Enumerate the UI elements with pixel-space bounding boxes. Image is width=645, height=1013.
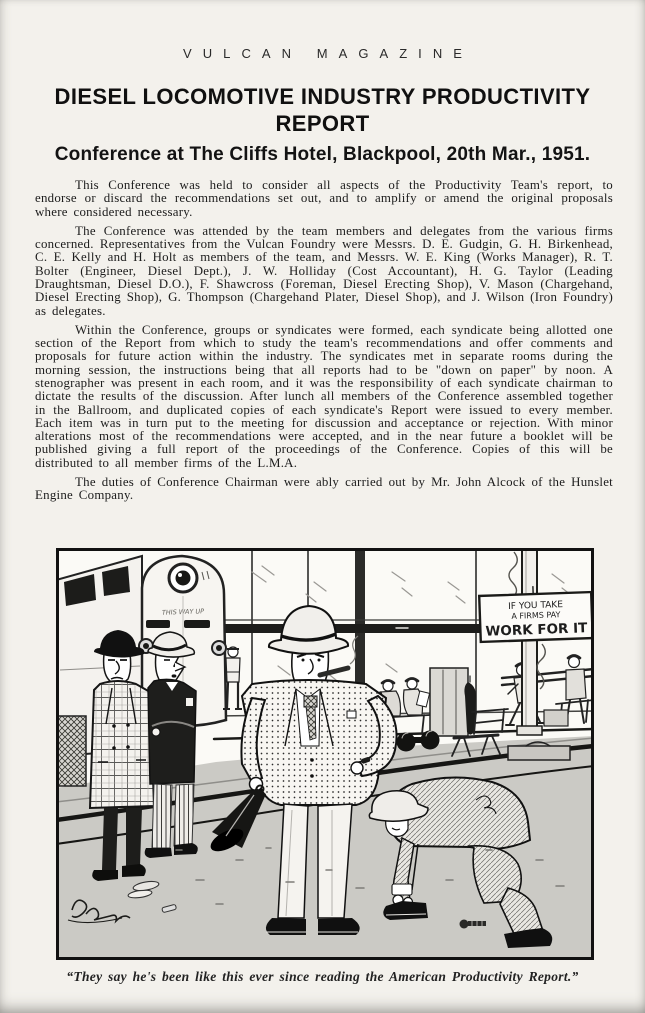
sign-line3: WORK FOR IT xyxy=(485,620,588,640)
masthead: VULCAN MAGAZINE xyxy=(183,46,474,61)
article-title xyxy=(0,84,645,138)
paragraph-1: This Conference was held to consider all aspects of the Productivity Team's report, to endorse or discard the recommendations set out, and to amplify or amend the original proposals where considered necessary. xyxy=(35,179,613,219)
paragraph-3: Within the Conference, groups or syndicates were formed, each syndicate being allotted one section of the Report from which to study the team's recommendations and offer comments and proposals for future action within the industry. The syndicates met in separate rooms during the morning session, the instructions being that all reports had to be "down on paper" by noon. A stenographer was present in each room, and it was the responsibility of each syndicate chairman to dictate the results of the discussion. After lunch all members of the Conference assembled together in the Ballroom, and duplicated copies of each syndicate's Report were issued to every member. Each item was in turn put to the meeting for discussion and acceptance or rejection. With minor alterations most of the recommendations were accepted, and in the near future a booklet will be published giving a full report of the proceedings of the Conference. Copies of this will be distributed to all member firms of the L.M.A. xyxy=(35,322,613,470)
cartoon-illustration xyxy=(56,548,594,960)
checked-tie xyxy=(304,696,317,707)
locker xyxy=(430,668,468,736)
article-title-line2: REPORT xyxy=(275,110,370,136)
paragraph-2: The Conference was attended by the team members and delegates from the various firms concerned. Representatives from the Vulcan Foundry were Messrs. D. E. Gudgin, G. H. Birkenhead, C. E. Kelly and H. Holt as members of the team, and Messrs. W. E. King (Works Manager), R. T. Bolter (Engineer, Diesel Dept.), J. W. Holliday (Cost Accountant), H. G. Taylor (Leading Draughtsman, Diesel D.O.), F. Shawcross (Foreman, Diesel Erecting Shop), V. Mason (Chargehand, Diesel Erecting Shop), G. Thompson (Chargehand Plater, Diesel Shop), and J. Wilson (Iron Foundry) as delegates. xyxy=(35,223,613,318)
sign-line2: A FIRMS PAY xyxy=(511,610,561,621)
sign-line1: IF YOU TAKE xyxy=(508,600,564,612)
article-subtitle: Conference at The Cliffs Hotel, Blackpool, 20th Mar., 1951. xyxy=(54,144,591,165)
cartoon-caption: “They say he's been like this ever since reading the American Productivity Report.” xyxy=(66,969,579,984)
crate xyxy=(56,716,86,786)
cartoon-svg xyxy=(56,548,594,960)
paragraph-4: The duties of Conference Chairman were ably carried out by Mr. John Alcock of the Hunslet Engine Company. xyxy=(35,474,613,503)
article-title-line1: DIESEL LOCOMOTIVE INDUSTRY PRODUCTIVITY xyxy=(54,84,591,109)
article-body xyxy=(35,179,613,545)
loco-scribble-text: THIS WAY UP xyxy=(161,607,205,617)
